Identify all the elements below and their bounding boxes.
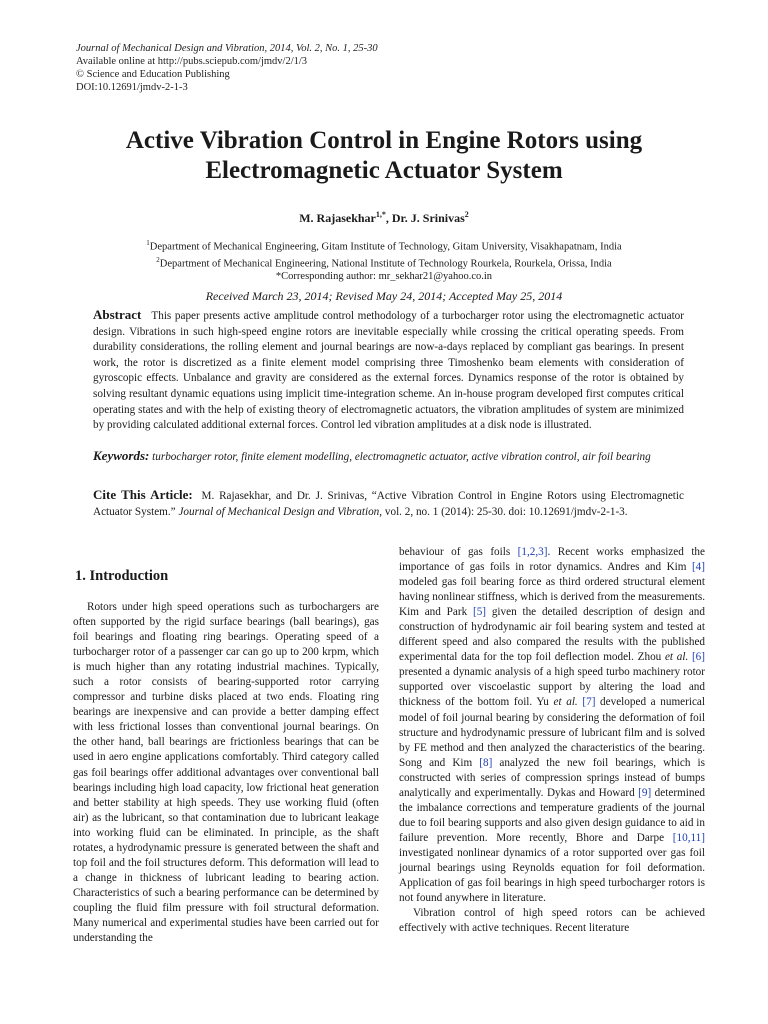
text-run: presented a dynamic analysis of a high speed turbo machinery rotor supported over viscoelastic support by altering the load and thickness of the bottom foil. Yu (399, 666, 705, 709)
affiliation-1-sup: 1 (146, 239, 150, 247)
author-1: M. Rajasekhar (299, 211, 376, 225)
journal-header (76, 42, 378, 94)
reference-link[interactable]: [7] (582, 696, 596, 709)
cite-post: , vol. 2, no. 1 (2014): 25-30. doi: 10.12691/jmdv-2-1-3. (379, 505, 628, 518)
copyright-line: © Science and Education Publishing (76, 69, 230, 80)
author-separator: , (385, 211, 392, 225)
affiliations (0, 237, 768, 283)
text-run: given the detailed description of design and construction of hydrodynamic air foil bearing system and tested at different speed and also compared the results with the published experimental data for the top foil deflection model. Zhou (399, 606, 705, 664)
text-run: modeled gas foil bearing force as third ordered structural element having nonlinear stiffness, which is derived from the measurements. Kim and Park (399, 576, 705, 619)
availability-line: Available online at http://pubs.sciepub.com/jmdv/2/1/3 (76, 56, 308, 67)
reference-link[interactable]: [5] (472, 606, 487, 619)
reference-link[interactable]: [6] (691, 651, 705, 664)
text-run: developed a numerical model of foil journal bearing by considering the deformation of foil structure and hydrodynamic pressure of lubricant film and is solved by FE method and then analyzed the characteristics of the bearing. Song and Kim (399, 696, 706, 769)
affiliation-2-text: Department of Mechanical Engineering, National Institute of Technology Rourkela, Rourkela, Orissa, India (159, 258, 612, 269)
text-run: determined the imbalance corrections and temperature gradients of the journal due to foil bearing supports and also given design guidance to aid in failure prevention. More recently, Bhore and Darpe (399, 786, 706, 844)
affiliation-2 (0, 254, 768, 271)
et-al: et al. (553, 696, 578, 709)
text-run: . Recent works emphasized the importance of gas foils in rotor dynamics. Andres and Kim (399, 546, 705, 574)
abstract (93, 307, 684, 434)
affiliation-1-text: Department of Mechanical Engineering, Gitam Institute of Technology, Gitam University, Visakhapatnam, India (149, 241, 622, 253)
corresponding-author: *Corresponding author: mr_sekhar21@yahoo.co.in (275, 271, 493, 282)
author-1-sup: 1,* (375, 210, 386, 219)
reference-link[interactable]: [1,2,3] (517, 546, 548, 558)
cite-journal: Journal of Mechanical Design and Vibration (178, 505, 380, 518)
received-dates: Received March 23, 2014; Revised May 24, 2014; Accepted May 25, 2014 (205, 289, 563, 303)
abstract-label: Abstract (93, 307, 142, 322)
reference-link[interactable]: [8] (479, 756, 493, 769)
journal-citation: Journal of Mechanical Design and Vibration, 2014, Vol. 2, No. 1, 25-30 (76, 43, 378, 54)
intro-paragraph-1: Rotors under high speed operations such as turbochargers are often supported by the rigid surface bearings (ball bearings), gas foil bearings and floating ring bearings. Operating speed of a turbocharger rotor of a passenger car can go up to 200 krpm, which is much higher than any rotating industrial machines. Typically, such a rotor consists of bearing-supported rotor carrying compressor and turbine disks placed at two ends. Floating ring bearings are inexpensive and can provide a better damping effect with less frictional losses than conventional journal bearings. On the other hand, ball bearings are frictionless bearings that can be used in aero engine applications comfortably. Third category called gas foil bearings offer additional advantages over conventional ball bearings including high load capacity, low frictional heat generation and better stability at high speeds. They use working fluid (often air) as the lubricant, so that contamination due to lubricant leakage into working fluid can be eliminated. In principle, as the shaft rotates, a hydrodynamic pressure is generated between the shaft and top foil and the foil structures deform. This deformation will lead to a change in thickness of lubricant leading to bearing action. Characteristics of such a bearing performance can be determined by coupling the fluid film pressure with foil structural deformation. Many numerical and experimental studies have been carried out for understanding the (73, 601, 379, 945)
affiliation-2-sup: 2 (156, 255, 160, 264)
author-2: Dr. J. Srinivas (391, 211, 465, 225)
intro-paragraph-2: Vibration control of high speed rotors can be achieved effectively with active techniques. Recent literature (399, 907, 705, 935)
section-heading-introduction: 1. Introduction (75, 568, 169, 584)
keywords-text: turbocharger rotor, finite element modelling, electromagnetic actuator, active vibration control, air foil bearing (152, 451, 651, 463)
text-run: analyzed the new foil bearings, which is constructed with series of compression springs instead of bumps analytically and experimentally. Dykas and Howard (399, 756, 706, 799)
doi-line: DOI:10.12691/jmdv-2-1-3 (76, 82, 188, 93)
reference-link[interactable]: [10,11] (672, 831, 705, 844)
author-list (0, 210, 768, 226)
cite-pre: M. Rajasekhar, and Dr. J. Srinivas, “Active Vibration Control in Engine Rotors using Electromagnetic Actuator System.” (93, 490, 684, 518)
abstract-text: This paper presents active amplitude control methodology of a turbocharger rotor using the electromagnetic actuator design. Vibrations in such high-speed engine rotors are inevitable especially while crossing the critical operating speeds. From durability considerations, the rolling element and journal bearings are now-a-days replaced by compliant gas bearings. In present work, the rotor is discretized as a finite element model comprising three Timoshenko beam elements with consideration of gyroscopic effects. Unbalance and gravity are considered as the external forces. Dynamics response of the rotor is obtained by solving resultant dynamic equations using implicit time-integration scheme. An in-house program developed first computes critical operating states and with the help of existing theory of electromagnetic actuators, the vibration amplitudes of system are minimized by providing calculated additional external forces. Control led vibration amplitudes at a disk node is illustrated. (93, 310, 684, 432)
right-column (399, 545, 705, 936)
cite-label: Cite This Article: (93, 487, 193, 502)
title-line-2: Electromagnetic Actuator System (205, 157, 563, 184)
cite-this-article (93, 487, 684, 520)
keywords (93, 448, 684, 466)
keywords-label: Keywords: (93, 448, 150, 463)
et-al: et al. (664, 651, 689, 664)
affiliation-1 (0, 237, 768, 254)
text-run: investigated nonlinear dynamics of a rotor supported over gas foil journal bearings using Reynolds equation for foil deformation. Application of gas foil bearings in high speed turbocharger rotors is not found anywhere in literature. (399, 846, 705, 905)
reference-link[interactable]: [9] (638, 786, 652, 799)
paper-title (60, 126, 708, 186)
left-column (73, 600, 379, 946)
author-2-sup: 2 (464, 210, 469, 219)
reference-link[interactable]: [4] (691, 561, 705, 574)
title-line-1: Active Vibration Control in Engine Rotors using (125, 127, 643, 154)
text-run: behaviour of gas foils (399, 546, 518, 558)
intro-paragraph-continued (399, 545, 705, 906)
